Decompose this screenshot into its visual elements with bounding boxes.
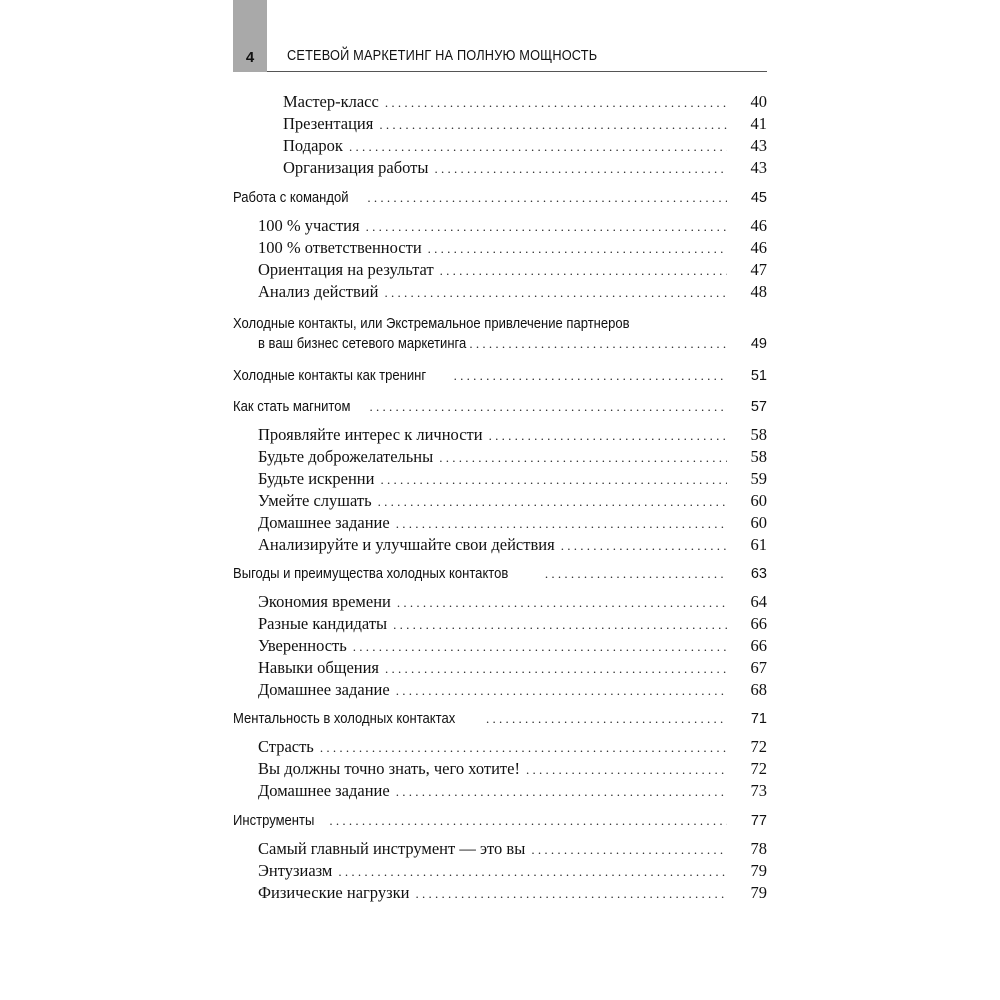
toc-entry-page: 64 [750, 592, 767, 611]
toc-entry-page: 66 [750, 636, 767, 655]
toc-entry-title: Мастер-класс [283, 92, 379, 111]
toc-entry-page: 67 [750, 658, 767, 677]
dot-leader [440, 263, 727, 279]
toc-entry [258, 491, 767, 513]
toc-entry-title: Домашнее задание [258, 680, 390, 699]
toc-entry-title: Анализ действий [258, 282, 379, 301]
dot-leader [486, 711, 727, 727]
dot-leader [531, 842, 727, 858]
toc-entry-page: 61 [750, 535, 767, 554]
toc-section-page: 71 [750, 711, 767, 727]
toc-entry [283, 92, 767, 114]
toc-entry-page: 41 [750, 114, 767, 133]
toc-entry [283, 136, 767, 158]
toc-entry-title: Будьте доброжелательны [258, 447, 434, 466]
dot-leader [385, 661, 727, 677]
toc-entry-page: 73 [750, 781, 767, 800]
toc-entry-page: 72 [750, 737, 767, 756]
toc-entry-title: 100 % участия [258, 216, 360, 235]
toc-entry [258, 839, 767, 861]
toc-entry [258, 861, 767, 883]
toc-entry-title: Страсть [258, 737, 314, 756]
dot-leader [545, 566, 727, 582]
dot-leader [526, 762, 727, 778]
toc-entry-page: 66 [750, 614, 767, 633]
toc-entry-page: 60 [750, 491, 767, 510]
toc-entry-page: 79 [750, 861, 767, 880]
toc-entry-page: 46 [750, 238, 767, 257]
toc-section-title: Ментальность в холодных контактах [233, 711, 456, 727]
dot-leader [379, 117, 727, 133]
toc-entry-title: Уверенность [258, 636, 347, 655]
toc-entry-title: Энтузиазм [258, 861, 333, 880]
dot-leader [561, 538, 727, 554]
toc-section-title-line2: в ваш бизнес сетевого маркетинга [258, 336, 467, 352]
toc-section-title: Выгоды и преимущества холодных контактов [233, 566, 509, 582]
toc-entry-page: 72 [750, 759, 767, 778]
toc-section [233, 813, 767, 835]
dot-leader [353, 639, 727, 655]
toc-section [233, 711, 767, 733]
toc-entry-title: Будьте искренни [258, 469, 375, 488]
toc-section-page: 49 [750, 336, 767, 352]
toc-section-title: Холодные контакты как тренинг [233, 368, 427, 384]
toc-entry [258, 781, 767, 803]
toc-section-title: Работа с командой [233, 190, 349, 206]
dot-leader [338, 864, 727, 880]
toc-entry-page: 68 [750, 680, 767, 699]
toc-entry-page: 40 [750, 92, 767, 111]
toc-entry [258, 759, 767, 781]
toc-entry-title: Организация работы [283, 158, 429, 177]
toc-entry-title: Проявляйте интерес к личности [258, 425, 483, 444]
toc-entry [258, 260, 767, 282]
toc-entry [258, 447, 767, 469]
dot-leader [380, 472, 727, 488]
dot-leader [454, 368, 727, 384]
toc-entry [258, 238, 767, 260]
toc-entry-title: Ориентация на результат [258, 260, 434, 279]
dot-leader [396, 516, 727, 532]
toc-section-page: 63 [750, 566, 767, 582]
dot-leader [469, 336, 727, 352]
toc-section-title: Как стать магнитом [233, 399, 351, 415]
toc-entry-title: Подарок [283, 136, 343, 155]
toc-entry [258, 883, 767, 905]
toc-section-title: Инструменты [233, 813, 315, 829]
dot-leader [415, 886, 727, 902]
toc-entry [258, 614, 767, 636]
toc-section-title-line1: Холодные контакты, или Экстремальное привлечение партнеров [233, 316, 630, 332]
toc-entry-page: 78 [750, 839, 767, 858]
toc-entry-page: 46 [750, 216, 767, 235]
toc-entry [258, 680, 767, 702]
toc-section [233, 399, 767, 421]
dot-leader [434, 161, 727, 177]
toc-entry-page: 43 [750, 158, 767, 177]
toc-section-page: 45 [750, 190, 767, 206]
toc-entry-page: 48 [750, 282, 767, 301]
toc-entry-page: 58 [750, 447, 767, 466]
dot-leader [439, 450, 727, 466]
toc-entry [258, 535, 767, 557]
toc-section-page: 77 [750, 813, 767, 829]
toc-entry-title: Умейте слушать [258, 491, 372, 510]
dot-leader [489, 428, 727, 444]
toc-entry-title: Навыки общения [258, 658, 380, 677]
toc-entry-page: 47 [750, 260, 767, 279]
toc-entry-title: Анализируйте и улучшайте свои действия [258, 535, 555, 554]
dot-leader [396, 784, 727, 800]
dot-leader [366, 219, 727, 235]
toc-entry-page: 79 [750, 883, 767, 902]
toc-entry-title: Разные кандидаты [258, 614, 388, 633]
toc-entry [258, 469, 767, 491]
toc-entry [258, 737, 767, 759]
dot-leader [370, 399, 727, 415]
toc-entry-title: 100 % ответственности [258, 238, 422, 257]
toc-entry [258, 216, 767, 238]
toc-entry [283, 158, 767, 180]
dot-leader [396, 683, 727, 699]
toc-entry [258, 425, 767, 447]
toc-entry [258, 658, 767, 680]
toc-entry-title: Презентация [283, 114, 374, 133]
toc-entry [258, 282, 767, 304]
toc-entry-title: Домашнее задание [258, 513, 390, 532]
dot-leader [367, 190, 727, 206]
dot-leader [428, 241, 727, 257]
toc-entry-title: Вы должны точно знать, чего хотите! [258, 759, 520, 778]
toc-section [258, 336, 767, 358]
toc-entry [258, 592, 767, 614]
dot-leader [385, 95, 727, 111]
dot-leader [378, 494, 727, 510]
toc-entry-title: Физические нагрузки [258, 883, 410, 902]
toc-entry-title: Экономия времени [258, 592, 391, 611]
toc-entry-page: 60 [750, 513, 767, 532]
toc-entry-page: 59 [750, 469, 767, 488]
toc-section-page: 57 [750, 399, 767, 415]
toc-section [233, 566, 767, 588]
dot-leader [397, 595, 727, 611]
dot-leader [384, 285, 727, 301]
page-number: 4 [245, 49, 255, 66]
toc-entry-title: Домашнее задание [258, 781, 390, 800]
toc-entry [258, 513, 767, 535]
dot-leader [349, 139, 727, 155]
toc-entry-page: 58 [750, 425, 767, 444]
toc-entry-title: Самый главный инструмент — это вы [258, 839, 526, 858]
toc-entry-page: 43 [750, 136, 767, 155]
toc-section [233, 190, 767, 212]
dot-leader [329, 813, 727, 829]
dot-leader [393, 617, 727, 633]
running-title: СЕТЕВОЙ МАРКЕТИНГ НА ПОЛНУЮ МОЩНОСТЬ [287, 48, 598, 64]
toc-entry [283, 114, 767, 136]
dot-leader [320, 740, 727, 756]
toc-entry [258, 636, 767, 658]
toc-section [233, 368, 767, 390]
toc-section-page: 51 [750, 368, 767, 384]
